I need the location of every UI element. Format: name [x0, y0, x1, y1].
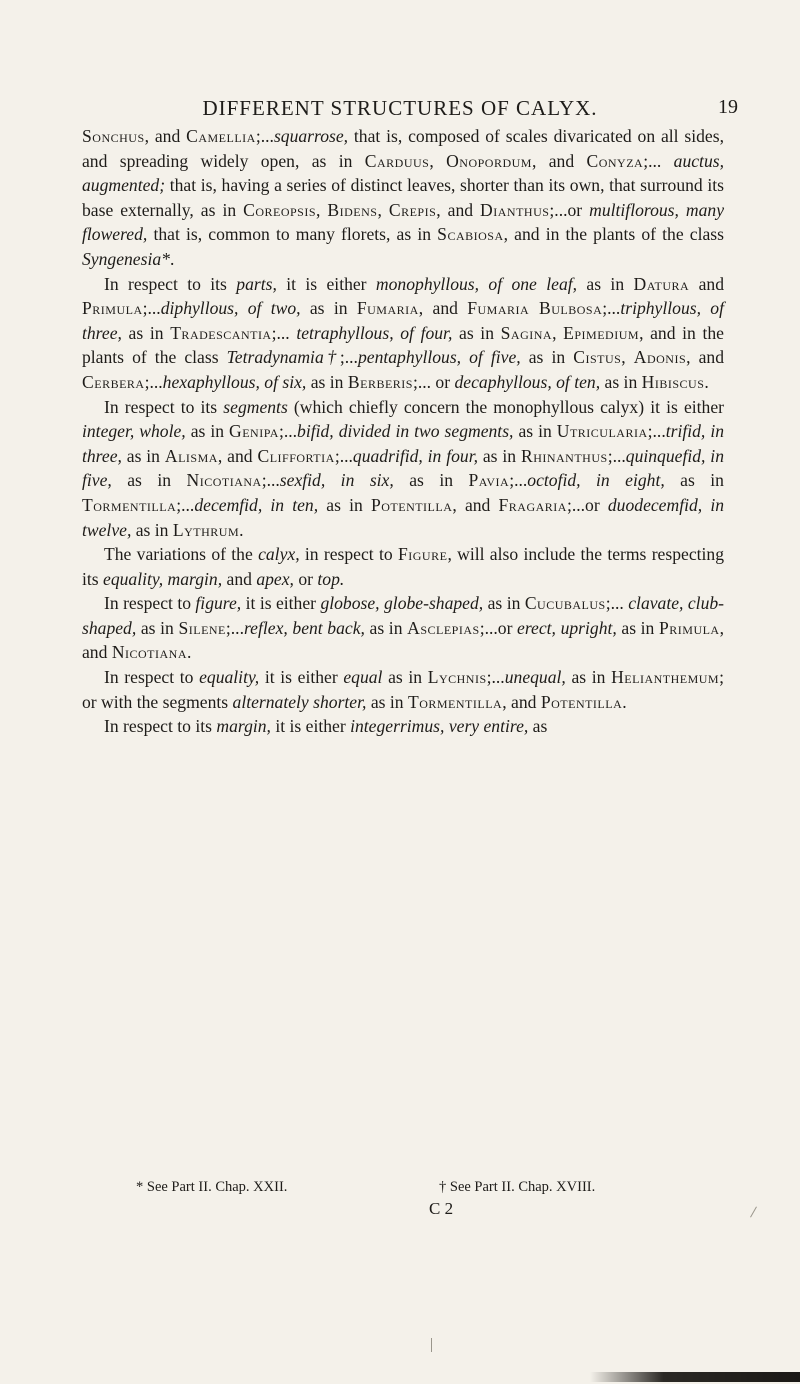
genus-name: Tormentilla: [407, 691, 503, 712]
term: top.: [317, 568, 345, 589]
text-run: ;...: [339, 347, 358, 368]
genus-name: Cistus: [573, 347, 622, 368]
paragraph: [82, 665, 724, 714]
text-run: as in: [616, 617, 659, 638]
genus-name: Sagina: [500, 322, 553, 343]
text-run: , and: [452, 494, 499, 515]
term: sexfid, in six,: [279, 470, 394, 491]
text-run: it is either: [276, 273, 376, 294]
text-run: as in: [520, 347, 574, 368]
text-run: , and: [531, 150, 587, 171]
text-run: ;...: [647, 421, 666, 442]
text-run: as in: [382, 667, 428, 688]
term: monophyllous, of one leaf,: [375, 273, 578, 294]
footnote-left: * See Part II. Chap. XXII.: [136, 1179, 288, 1195]
text-run: .: [187, 642, 192, 663]
text-run: as in: [452, 322, 501, 343]
text-run: ;...: [334, 445, 353, 466]
text-run: , will also include the terms respecting its: [82, 544, 725, 589]
text-run: ;...or: [549, 199, 590, 220]
text-run: ;...or: [479, 617, 518, 638]
text-run: as in: [366, 691, 408, 712]
term: integerrimus, very entire,: [350, 716, 529, 737]
page-blemish: [750, 1207, 757, 1218]
genus-name: Rhinanthus: [520, 445, 608, 466]
paragraph: [82, 395, 724, 543]
term: globose, globe-shaped,: [320, 593, 484, 614]
text-run: that is, common to many florets, as in: [147, 224, 438, 245]
text-run: , and: [418, 298, 468, 319]
genus-name: Alisma: [164, 445, 218, 466]
text-run: In respect to its: [104, 396, 224, 417]
term: apex,: [256, 568, 294, 589]
text-run: ;...: [486, 667, 505, 688]
genus-name: Cucubalus: [524, 593, 606, 614]
text-run: ;...: [271, 322, 297, 343]
text-run: it is either: [259, 667, 344, 688]
paragraph: [82, 272, 724, 395]
text-run: as in: [121, 322, 171, 343]
page-number: 19: [718, 96, 738, 118]
text-run: .: [239, 519, 244, 540]
term: quadrifid, in four,: [352, 445, 478, 466]
term: equality, margin,: [103, 568, 223, 589]
text-run: , and: [144, 126, 187, 146]
genus-name: Berberis: [347, 371, 413, 392]
term: squarrose,: [273, 126, 349, 146]
text-run: .: [704, 371, 709, 392]
genus-name: Fumaria: [356, 298, 419, 319]
genus-name: Lychnis: [427, 667, 487, 688]
genus-name: Hibiscus: [641, 371, 705, 392]
text-run: as in: [565, 667, 612, 688]
genus-name: Coreopsis: [243, 199, 317, 220]
term: segments: [223, 396, 288, 417]
genus-name: Helianthemum: [611, 667, 720, 688]
term: diphyllous, of two,: [160, 298, 301, 319]
term: clavate, club-shaped,: [82, 593, 725, 638]
term: tetraphyllous, of four,: [296, 322, 453, 343]
text-run: that is, composed of scales divaricated on all sides, and spreading widely open, as in: [82, 126, 724, 171]
text-run: as in: [393, 470, 469, 491]
term: quinquefid, in five,: [82, 445, 724, 491]
text-run: , and in the plants of the class: [503, 224, 724, 245]
text-run: , and: [217, 445, 258, 466]
term: calyx,: [258, 544, 300, 565]
text-run: In respect to its: [104, 716, 217, 737]
genus-name: Fragaria: [498, 494, 567, 515]
term: figure,: [195, 593, 242, 614]
genus-name: Tormentilla: [82, 494, 177, 515]
paragraph: [82, 591, 724, 665]
genus-name: Figure: [397, 544, 448, 565]
genus-name: Dianthus: [480, 199, 550, 220]
text-run: , and in the plants of the class: [82, 322, 724, 368]
text-run: , and: [82, 617, 725, 663]
text-run: as in: [483, 593, 525, 614]
text-run: ;...: [144, 371, 163, 392]
term: hexaphyllous, of six,: [162, 371, 307, 392]
text-run: as in: [513, 421, 557, 442]
text-run: as in: [300, 298, 357, 319]
text-run: as in: [318, 494, 371, 515]
term: parts,: [236, 273, 277, 294]
genus-name: Nicotiana: [111, 642, 188, 663]
paragraph: [82, 714, 724, 739]
term: bifid, divided in two segments,: [297, 421, 514, 442]
term: triphyllous, of three,: [82, 298, 724, 343]
term: decaphyllous, of ten,: [454, 371, 601, 392]
text-run: ,: [377, 199, 389, 220]
text-run: as in: [600, 371, 642, 392]
signature-mark: C 2: [429, 1199, 454, 1218]
genus-name: Nicotiana: [186, 470, 262, 491]
text-run: that is, having a series of distinct leaves, shorter than its own, that surround its base externally, as in: [82, 175, 724, 220]
running-head: DIFFERENT STRUCTURES OF CALYX.: [202, 96, 598, 120]
genus-name: Scabiosa: [437, 224, 504, 245]
text-run: as in: [111, 470, 187, 491]
term: Syngenesia*: [82, 248, 170, 269]
genus-name: Potentilla: [370, 494, 453, 515]
text-run: and: [222, 568, 257, 589]
text-run: ; or with the segments: [82, 667, 724, 712]
text-run: ;...: [643, 150, 674, 171]
page-edge-shadow: [590, 1372, 800, 1382]
genus-name: Cerbera: [82, 371, 145, 392]
text-run: ,: [621, 347, 634, 368]
text-run: as in: [185, 421, 230, 442]
genus-name: Onopordum: [446, 150, 532, 171]
genus-name: Lythrum: [172, 519, 240, 540]
text-run: ;...: [607, 445, 626, 466]
text-run: ,: [429, 150, 447, 171]
term: equal: [343, 667, 383, 688]
term: pentaphyllous, of five,: [357, 347, 521, 368]
term: decemfid, in ten,: [194, 494, 319, 515]
text-run: ,: [316, 199, 328, 220]
term: trifid, in three,: [82, 421, 725, 466]
term: integer, whole,: [82, 421, 186, 442]
genus-name: Asclepias: [407, 617, 480, 638]
page-blemish: [431, 1338, 432, 1352]
term: duodecemfid, in twelve,: [82, 494, 725, 540]
text-run: as in: [136, 617, 179, 638]
term: erect, upright,: [517, 617, 617, 638]
genus-name: Camellia: [186, 126, 256, 146]
text-run: as in: [121, 445, 165, 466]
text-run: in respect to: [299, 544, 398, 565]
paragraph: [82, 542, 724, 591]
genus-name: Potentilla: [540, 691, 623, 712]
text-run: ;...: [509, 470, 528, 491]
text-run: ;...or: [566, 494, 608, 515]
genus-name: Silene: [178, 617, 226, 638]
term: unequal,: [504, 667, 566, 688]
genus-name: Tradescantia: [170, 322, 272, 343]
text-run: ;... or: [412, 371, 455, 392]
text-run: In respect to: [104, 593, 196, 614]
genus-name: Primula: [82, 298, 143, 319]
genus-name: Adonis: [633, 347, 687, 368]
genus-name: Sonchus: [82, 126, 145, 146]
text-run: ;...: [261, 470, 280, 491]
text-run: ;...: [225, 617, 244, 638]
text-run: .: [169, 248, 175, 269]
genus-name: Pavia: [468, 470, 510, 491]
text-run: .: [622, 691, 627, 712]
genus-name: Cliffortia: [257, 445, 335, 466]
text-run: ;...: [176, 494, 195, 515]
text-run: it is either: [241, 593, 321, 614]
term: alternately shorter,: [232, 691, 367, 712]
term: auctus, augmented;: [82, 150, 724, 196]
text-run: The variations of the: [104, 544, 259, 565]
text-run: as in: [664, 470, 724, 491]
genus-name: Datura: [633, 273, 690, 294]
genus-name: Carduus: [364, 150, 430, 171]
term: octofid, in eight,: [527, 470, 665, 491]
text-run: as in: [577, 273, 634, 294]
text-run: In respect to: [104, 667, 200, 688]
text-run: ;...: [278, 421, 298, 442]
paragraph: [82, 124, 724, 272]
term: equality,: [199, 667, 260, 688]
text-run: (which chiefly concern the monophyllous calyx) it is either: [287, 396, 725, 417]
text-run: as: [528, 716, 548, 737]
term: margin,: [216, 716, 271, 737]
text-run: as in: [306, 371, 348, 392]
text-run: and: [689, 273, 724, 294]
genus-name: Bidens: [327, 199, 378, 220]
text-run: , and: [686, 347, 725, 368]
text-run: , and: [502, 691, 541, 712]
text-run: as in: [478, 445, 521, 466]
body-text: [82, 124, 724, 739]
genus-name: Utricularia: [556, 421, 648, 442]
genus-name: Primula: [658, 617, 720, 638]
text-run: ;...: [255, 126, 274, 146]
genus-name: Epimedium: [563, 322, 640, 343]
term: multiflorous, many flowered,: [82, 199, 724, 245]
genus-name: Conyza: [586, 150, 644, 171]
term: reflex, bent back,: [243, 617, 365, 638]
text-run: In respect to its: [104, 273, 237, 294]
footnote-right: † See Part II. Chap. XVIII.: [439, 1179, 596, 1195]
text-run: as in: [131, 519, 173, 540]
text-run: it is either: [270, 716, 351, 737]
genus-name: Genipa: [229, 421, 279, 442]
text-run: ;...: [142, 298, 161, 319]
text-run: ;...: [605, 593, 629, 614]
genus-name: Crepis: [388, 199, 437, 220]
term: Tetradynamia†: [226, 347, 340, 368]
genus-name: Fumaria Bulbosa: [467, 298, 603, 319]
text-run: or: [293, 568, 318, 589]
text-run: ,: [552, 322, 564, 343]
text-run: ;...: [602, 298, 621, 319]
text-run: as in: [364, 617, 408, 638]
text-run: , and: [436, 199, 481, 220]
